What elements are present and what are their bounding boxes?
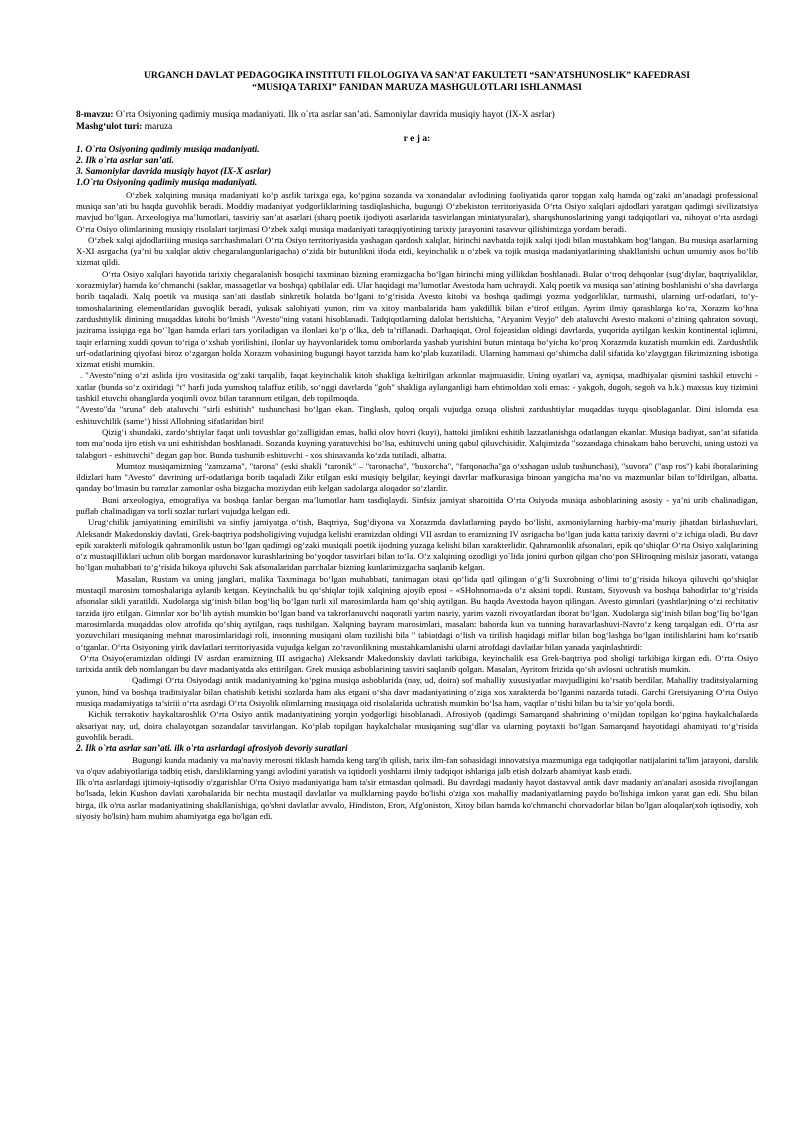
paragraph: O‘zbek xalqining musiqa madaniyati ko‘p asrlik tarixga ega, ko‘pgina sozanda va xonandalar avlodining faoliyatida qaror topgan xalq hamda og‘zaki an’anadagi professional musiqa san’ati bu haqda guvohlik beradi. Moddiy madaniyat yodgorliklarining tasdiqlashicha, bugungi O‘zbekiston territoriyasida O‘rta Osiyo xalqlari ajdodlari yaratgan qadimgi sivilizatsiya mavjud bo‘lgan. Arxeologiya ma’lumotlari, tasviriy san’at asarlari (sharq poetik ijodiyoti asarlarida tasvirlangan miniatyuralar), sharqshunoslarining yangi tadqiqotlari va, nihoyat o‘rta asrdagi O‘rta Osiyo olimlarining musiqiy risolalari tarjimasi O‘zbek xalqi musiqa madaniyati taraqqiyotining tarixiy jarayonini tasavvur qilishimizga yordam beradi.	[76, 189, 758, 234]
lesson-type-text: maruza	[142, 121, 173, 132]
document-title	[76, 70, 758, 94]
paragraph: Kichik terrakotiv haykaltaroshlik O‘rta Osiyo antik madaniyatining yorqin yodgorligi hisoblanadi. Afrosiyob (qadimgi Samarqand shahrining o‘rni)dan topilgan ko‘pgina haykalchalarda aksariyat nay, ud, doira chalayotgan sozandalar tasvirlangan. Ko‘plab topilgan haykalchalar musiqaning sug‘dlar va ularning poytaxti bo‘lgan Samarqand hayotidagi ahamiyati to‘g‘risida guvohlik beradi.	[76, 709, 758, 742]
paragraph: Mumtoz musiqamizning "zamzama", "tarona" (eski shakli "taronik" – "taronacha", "buxorcha", "farqonacha"ga o‘xshagan uslub tushunchasi), "suvora" ("asp ros") kabi iboralarining ildizlari ham "Avesto" davrining urf-odatlariga borib taqaladi Zikr etilgan eski musiqiy belgilar, keyingi davrlar mafkurasiga binoan yangicha ma’no va mazmunlar bilan to‘ldirilgan, albatta. qanday bo‘lmasin bu ramzlar zamonlar osha bizgacha moziydan etib kelgan sadolarga aloqador so‘zlardir.	[76, 460, 758, 494]
paragraph: Buni arxeologiya, etnografiya va boshqa fanlar bergan ma’lumotlar ham tasdiqlaydi. Sinfsiz jamiyat sharoitida O‘rta Osiyoda musiqa asboblarining asosiy - ya’ni urib chalinadigan, puflab chalinadigan va torli sozlar turlari vujudga kelgan edi.	[76, 494, 758, 516]
plan-item: 1. O`rta Osiyoning qadimiy musiqa madaniyati.	[76, 144, 260, 155]
paragraph: . "Avesto"ning o‘zi aslida ijro vositasida og‘zaki tarqalib, faqat keyinchalik kitob shakliga keltirilgan arkonlar majmuasidir. Uning oyatlari va, ayniqsa, madhiyalar qismini tashkil etuvchi - xatlar (bunda so‘z oxiridagi "t" harfi juda yumshoq talaffuz etilib, so‘nggi davrlarda "goh" shakliga aylanganligi ham ehtimoldan xoli emas: - yakgoh, dugoh, segoh va h.k.) maxsus kuy tizimini tashkil etuvchi ohanglarda yoqimli ovoz bilan tarannum etilgan, deb topilmoqda.	[76, 370, 758, 404]
paragraph: "Avesto"da "sruna" deb ataluvchi "sirli eshitish" tushunchasi bo‘lgan ekan. Tinglash, quloq orqali vujudga ozuqa olishni zardushtiylar muqaddas tuyqu qisoblaganlar. Dini islomda esa eshituvchilik (same’) hissi Allohning sifatlaridan biri!	[76, 404, 758, 426]
lesson-type-line	[76, 122, 758, 134]
paragraph: O‘zbek xalqi ajdodlariiing musiqa sarchashmalari O‘rta Osiyo territoriyasida yashagan qardosh xalqlar, birinchi navbatda tojik xalqi ijodi bilan mustahkam bog‘langan. Bu musiqa asarlarning X-XI asrgacha (ya’ni bu xalqlar aktiv chegaralangunlarigacha) o‘zida bir butunlikni ifoda etdi, keyinchalik u o‘zbek va tojik musiqa madaniyatlarining shakllanishi uchun umumiy asos bo‘lib xizmat qildi.	[76, 234, 758, 268]
topic-line	[76, 110, 758, 122]
paragraph: Bugungi kunda madaniy va ma'naviy merosni tiklash hamda keng targ'ib qilish, tarix ilm-fan sohasidagi innovatsiya mazmuniga ega tadqiqotlar natijalarini ta'lim jarayoni, darslik va o'quv adabiyotlariga tadbiq etish, darsliklarning yangi avlodini yaratish va iqtidorli yoshlarni ilmiy tadqiqot ishlariga jalb etish dolzarb ahamiyat kasb etadi.	[76, 754, 758, 776]
lecture-body	[76, 190, 758, 744]
plan-heading: r e j a:	[403, 133, 431, 144]
section-1-heading: 1.O`rta Osiyoning qadimiy musiqa madaniyati.	[76, 178, 258, 189]
title-line-2: “MUSIQA TARIXI” FANIDAN MARUZA MASHGULOTLARI ISHLANMASI	[252, 82, 582, 93]
plan-item: 3. Samoniylar davrida musiqiy hayot (IX-X asrlar)	[76, 167, 272, 178]
section-2-body	[76, 755, 758, 823]
lesson-type-label: Mashg‘ulot turi:	[76, 121, 143, 132]
paragraph: Ilk o'rta asrlardagi ijtimoiy-iqtisodiy o'zgarishlar O'rta Osiyo madaniyatiga ham ta'sir etmasdan qolmadi. Bu davrdagi madaniy hayot dastavval antik davr madaniy an'analari asosida rivojlangan bo'lsada, lekin Kushon davlati xarobalarida bir nechta mustaqil davlatlar va mulklarning paydo bo'lishi o'ziga xos mahalliy madaniyatlarning paydo bo'lishiga imkon yarat gan edi. Shu bilan birga, ilk o'rta asrlar madaniyatining shakllanishiga, qo'shni davlatlar avvalo, Hindiston, Eron, Afg'oniston, Xitoy bilan hamda ko'chmanchi chorvadorlar bilan bo'lgan aloqalar(xoh iqtisodiy, xoh siyosiy bo'lsin) ham muhim ahamiyatga ega bo'lgan edi.	[76, 777, 758, 822]
paragraph: Qizig‘i shundaki, zardo‘shtiylar faqat unli tovushlar go‘zalligidan emas, balki olov hovri (kuyi), hattoki jimlikni eshitib lazzatlanishga odatlangan ekanlar. Musiqa badiyat, san’at sifatida tom ma’noda ijro etish va uni eshitishdan boshlanadi. Sozanda kuyning yaratuvchisi bo‘lsa, eshituvchi uning qabul qiluvchisidir. Xalqimizda "sozandaga chinakam baho beruvchi, uning ustozi va talabgori - eshituvchi" degan gap bor. Bunda tushunib eshituvchi - xos shinavanda ko‘zda tutiladi, albatta.	[76, 426, 758, 460]
paragraph: O‘rta Osiyo xalqlari hayotida tarixiy chegaralanish bosqichi taxminan bizning eramizgacha bo‘lgan birinchi ming yillikdan boshlanadi. Bular o‘troq dehqonlar (sug‘diylar, baqtriyaliklar, xorazmiylar) hamda ko‘chmanchi (saklar, massagetlar va boshqa) qabilalar edi. Ular haqidagi ma’lumotlar Avestoda ham uchraydi. Xalq poetik va musiqa san’atining boshlanishi o‘sha davrlarga borib taqaladi. Xalq poetik va musiqa san’ati dastlab sinkretik holatda bo‘lgani to‘g‘risida Avesto kitobi va boshqa qadimgi yozma yodgorliklar, turmushi, ularning urf-odatlari, to‘y-tomoshalarining elementlaridan guvoqlik beradi, yuksak salohiyati yunon, rim va xitoy manbalarida ham yakdillik bilan e’tirof etilgan. Ayrim ilmiy qarashlarga ko‘ra, Xorazm ko‘hna zardushtiylik dinining muqaddas kitobi bo‘lmish "Avesto"ning vatani hisoblanadi. Tadqiqotlarning dalolat berishicha, "Aryanim Veyjo" deb ataluvchi Avesto makoni o‘zining qahraton sovuqi, jazirama issiqiga ega bo‘`lgan hamda erlari tars yoriladigan va ilonlari ko‘p o‘lka, deb ta’riflanadi. Darhaqiqat, Orol fojeasidan oldingi davrlarda, yuqorida aytilgan keskin kontinental iqlimni, taqir erlarning xuddi qovun to‘riga o‘xshab yorilishini, ilonlar uy hayvonlaridek tomu omborlarda yashab yurishini butun mintaqa bo‘yicha ko‘proq Xorazmda kuzatish mumkin edi. Zardushtlik urf-odatlarining qiyofasi biroz o‘zgargan holda Xorazm vohasining bugungi hayot tarzida ham ko‘plab kuzatiladi. Ularning hammasi qo‘shimcha dalil sifatida ko‘zlaygtgan fikrimizning isbotiga xizmat etishi mumkin.	[76, 268, 758, 370]
section-2-heading: 2. Ilk o`rta asrlar san’ati. ilk o'rta asrlardagi afrosiyob devoriy suratlari	[76, 743, 348, 754]
topic-label: 8-mavzu:	[76, 110, 114, 120]
paragraph: Qadimgi O‘rta Osiyodagi antik madaniyatning ko‘pgina musiqa asboblarida (nay, ud, doira) sof mahalliy xususiyatlar mavjudligini ko‘rsatib berdilar. Mahalliy traditsiyalarning yunon, hind va boshqa traditsiyalar bilan chatishib ketishi sozlarda ham aks etgani o‘sha davr madaniyatining o‘ziga xos xarakterda bo‘lganini nazarda tutadi. Garchi Gretsiyaning O‘rta Osiyo musiqa madamiyatiga ta’siriii o‘rta asrdagi O‘rta Osiyolik olimlarning musiqaga oid risolalarida uchratish mumkin bo‘lsa ham, vaqtlar o‘tishi bilan bu ta’sir yo‘qola bordi.	[76, 675, 758, 709]
plan-item: 2. Ilk o`rta asrlar san’ati.	[76, 155, 174, 166]
paragraph: Urug‘chilik jamiyatining emirilishi va sinfiy jamiyatga o‘tish, Baqtriya, Sug‘diyona va Xorazmda davlatlarning paydo bo‘lishi, axmoniylarning harbiy-ma’muriy jihatdan birlashuvlari, Aleksandr Makedonskiy davlati, Grek-baqtriya podsholigiving vujudga kelishi eramizdan oldingi VII asrdan to eramizning IV asrigacha bo‘lgan juda katta tarixiy davrni o‘z ichiga oladi. Bu davr epik xarakterli mifologik qahramonlik ustun bo‘lgan qadimgi og‘zaki musiqali poetik ijodning yuzaga kelishi bilan xarakterlidir. Qahramonlik afsonalari, epik qo‘shiqlar O‘rta Osiyo xalqlarining o‘z mustaqilliklari uchun olib borgan mardonavor kurashlarining bo‘yoqdor tasvirlari bilan to‘la. O‘z xalqining ozodligi yo`lida jonini qurbon qilgan cho‘pon SHiroqning mislsiz jasorati, vatanga bo‘lgan muhabbati to‘g‘risida hikoya qiluvchi Sak afsonalaridan parchalar bizning kunlarimizgacha saqlanib kelgan.	[76, 517, 758, 573]
title-line-1: URGANCH DAVLAT PEDAGOGIKA INSTITUTI FILOLOGIYA VA SAN’AT FAKULTETI “SAN’ATSHUNOSLIK” KAFEDRASI	[144, 70, 690, 81]
paragraph: O‘rta Osiyo(eramizdan oldingi IV asrdan eramizning III asrigacha) Aleksandr Makedonskiy davlati tarkibiga, keyinchalik esa Grek-baqtriya pod sholigi tarkibiga kirgan edi. O‘rta Osiyo tarixida antik deb nomlangan bu davr madaniyatda aks ettirilgan. Grek musiqa asboblarining tasviri saqlanib qolgan. Masalan, Ayritom frizida qo‘sh avlosni uchratish mumkin.	[76, 652, 758, 675]
topic-text: O`rta Osiyoning qadimiy musiqa madaniyati. Ilk o`rta asrlar san’ati. Samoniylar davrida musiqiy hayot (IX-X asrlar)	[113, 110, 555, 120]
paragraph: Masalan, Rustam va uning janglari, malika Taxminaga bo‘lgan muhabbati, tanimagan otasi qo‘lida qatl qilingan o‘g‘li Suxrobning o‘limi to‘g‘risida hikoya qiluvchi qo‘shiqlar mustaqil marosim tomoshalariga aylanib ketgan. Keyinchalik bu qo‘shiqlar tojik xalqining ajoyib eposi - «SHohnoma»da o‘z aksini topdi. Rustam, Siyovush va boshqa bahodirlar to‘g‘risida afsonalar sikli yaratildi. Xudolarga sig‘inish bilan bog‘liq bo‘lgan turli xil marosimlarda ham qo‘shiq aytilgan. Bu haqda Avestoda bayon qilingan. Avesto gimnlari (yashtlar)ning o‘zi rechitativ tarzida ijro etilgan. Gimnlar xor bo‘lib aytish mumkin bo‘lgan band va takrorlanuvchi naqoratli yarim nasriy, yarim vaznli rivoyatlardan iborat bo‘lgan. Xudolarga sig‘inish bilan bog‘liq bo‘lgan marosimlarda muqaddas olov atrofida qo‘shiq aytilgan, raqs tushilgan. Xalqning bayram marosimlari, masalan: bahorda kun va tunning baravarlashuvi-Navro‘z keng tarqalgan edi. O‘rta asr yozuvchilari musiqaning mehnat marosimlaridagi roli, insonning musiqani olam tuzilishi bila " tabiatdagi o‘lish va tirilish haqidagi miflar bilan bog‘lashga bo‘lgan intilishlarini ham ko‘rsatib o‘tganlar. O‘rta Osiyoning yirik davlatlari territoriyasida vujudga kelgan zo‘ravonlikning mustahkamlanishi ularni atrofdagi davlatlar bilan yanada yaqinlashtirdi:	[76, 573, 758, 652]
